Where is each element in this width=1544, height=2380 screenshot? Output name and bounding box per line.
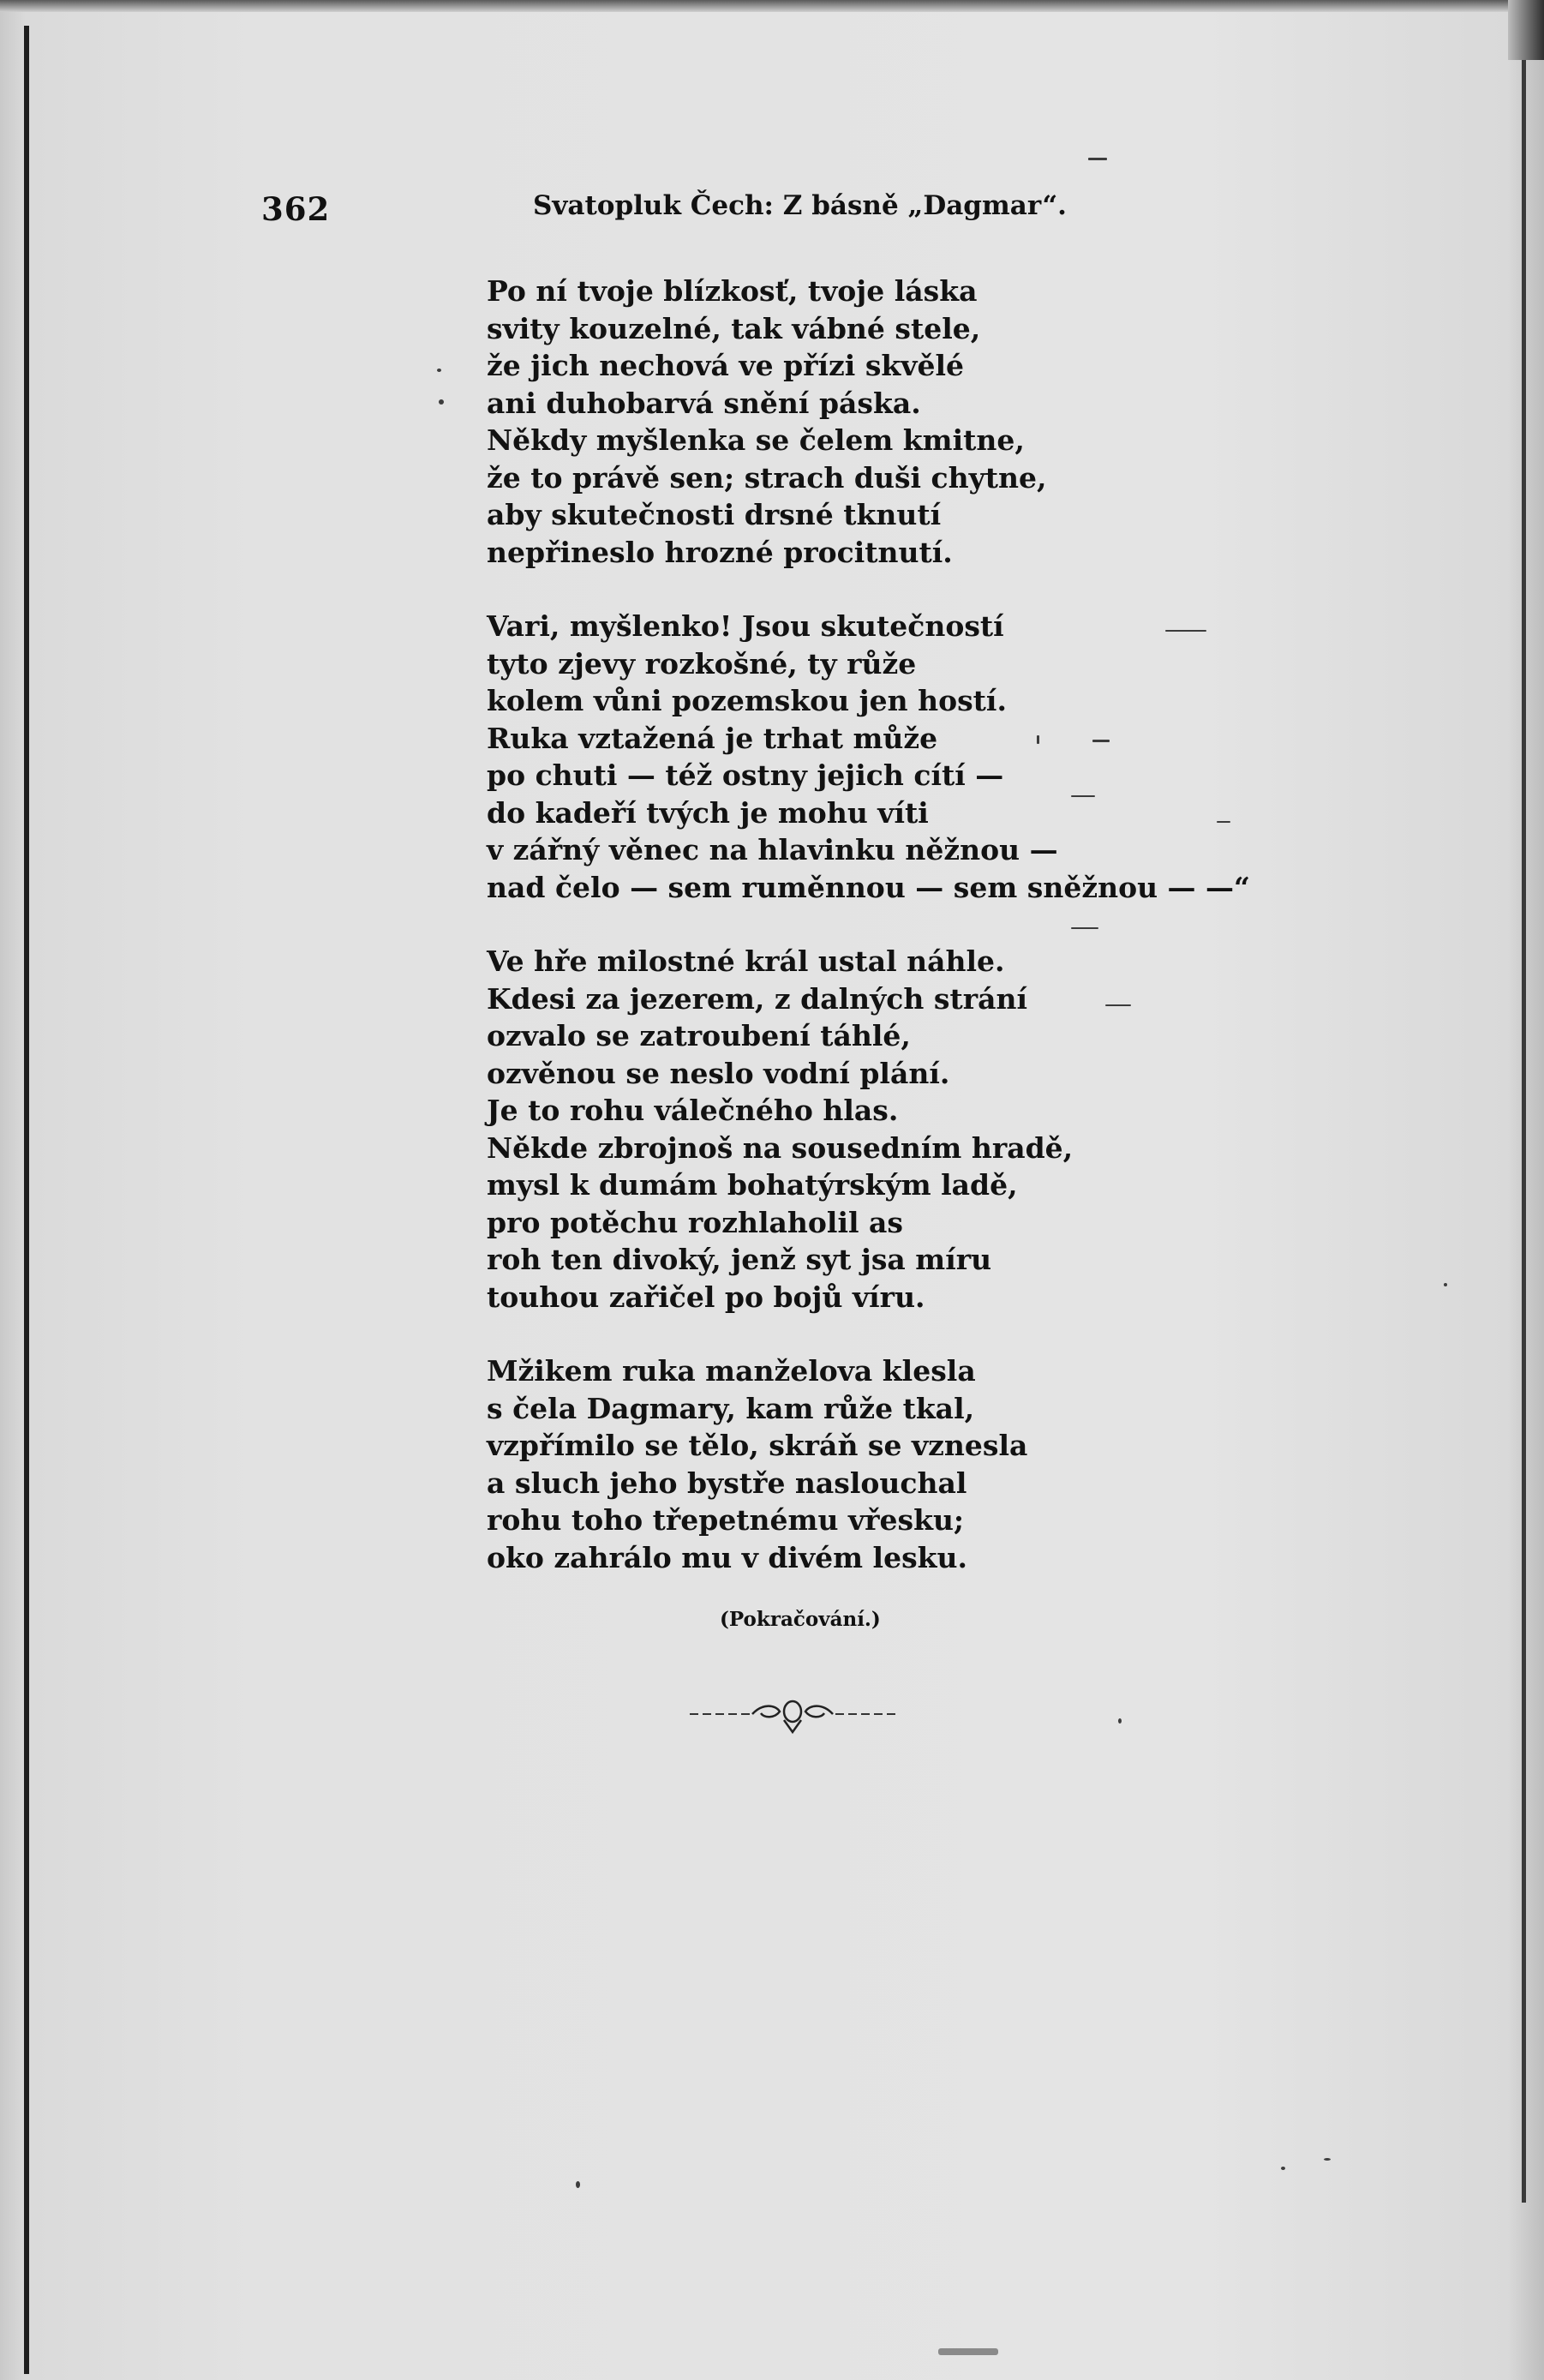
poem-line: svity kouzelné, tak vábné stele, [487,311,981,345]
scan-speck [1071,795,1095,797]
scan-speck [576,2181,580,2188]
stanza-4 [487,1352,1292,1576]
scan-speck [1118,1718,1122,1724]
poem-line: a sluch jeho bystře naslouchal [487,1466,967,1500]
page-top-edge [0,0,1544,12]
scan-speck [437,369,441,372]
poem-line: nepřineslo hrozné procitnutí. [487,535,953,569]
poem-line: mysl k dumám bohatýrským ladě, [487,1168,1018,1202]
poem-line: oko zahrálo mu v divém lesku. [487,1540,967,1574]
poem-line: ani duhobarvá snění páska. [487,386,921,420]
scan-speck [1071,927,1098,929]
poem-line: Je to rohu válečného hlas. [487,1094,899,1127]
scan-speck [1092,740,1110,742]
poem-line: aby skutečnosti drsné tknutí [487,498,942,531]
poem-line: ozvěnou se neslo vodní plání. [487,1056,950,1090]
fleuron-divider-icon [685,1693,900,1736]
poem-line: nad čelo — sem ruměnnou — sem sněžnou — —“ [487,870,1251,904]
poem-line: kolem vůni pozemskou jen hostí. [487,684,1007,717]
poem-line: rohu toho třepetnému vřesku; [487,1503,965,1537]
page-corner-shadow [1508,0,1544,60]
poem-line: Mžikem ruka manželova klesla [487,1354,976,1388]
poem-line: Po ní tvoje blízkosť, tvoje láska [487,274,978,308]
poem-line: do kadeří tvých je mohu víti [487,795,929,830]
poem-line: Někde zbrojnoš na sousedním hradě, [487,1130,1074,1165]
stanza-2 [487,608,1292,906]
poem-line: v zářný věnec na hlavinku něžnou — [487,833,1058,866]
continuation-note: (Pokračování.) [720,1608,881,1631]
poem-line: vzpřímilo se tělo, skráň se vznesla [487,1429,1028,1462]
scan-speck [439,399,444,405]
poem-line: že to právě sen; strach duši chytne, [487,460,1047,495]
poem-line: po chuti — též ostny jejich cítí — [487,758,1004,792]
poem-line: pro potěchu rozhlaholil as [487,1205,903,1239]
running-head: Svatopluk Čech: Z básně „Dagmar“. [533,190,1067,221]
page-right-edge [1522,0,1526,2203]
poem-line: touhou zařičel po bojů víru. [487,1280,925,1314]
scan-speck [1281,2167,1285,2170]
scan-speck [1037,735,1039,744]
poem-line: tyto zjevy rozkošné, ty růže [487,646,917,680]
scan-speck [1088,158,1107,160]
poem-line: Někdy myšlenka se čelem kmitne, [487,423,1025,457]
scan-speck [1165,630,1206,632]
page-number: 362 [261,190,331,228]
poem-line: Ruka vztažená je trhat může [487,721,938,755]
scan-speck [938,2348,998,2355]
stanza-3 [487,943,1292,1316]
scan-speck [1105,1004,1131,1006]
poem-line: ozvalo se zatroubení táhlé, [487,1019,911,1052]
page-left-edge [24,26,29,2374]
stanza-1 [487,273,1292,571]
scan-speck [1217,821,1230,823]
poem-line: Kdesi za jezerem, z dalných strání [487,981,1027,1016]
poem-body [487,273,1292,1613]
scan-speck [1444,1283,1447,1286]
poem-line: roh ten divoký, jenž syt jsa míru [487,1243,992,1276]
poem-line: Ve hře milostné král ustal náhle. [487,944,1005,978]
poem-line: s čela Dagmary, kam růže tkal, [487,1391,975,1425]
poem-line: Vari, myšlenko! Jsou skutečností [487,609,1004,643]
poem-line: že jich nechová ve přízi skvělé [487,349,964,382]
scan-speck [1324,2158,1331,2161]
